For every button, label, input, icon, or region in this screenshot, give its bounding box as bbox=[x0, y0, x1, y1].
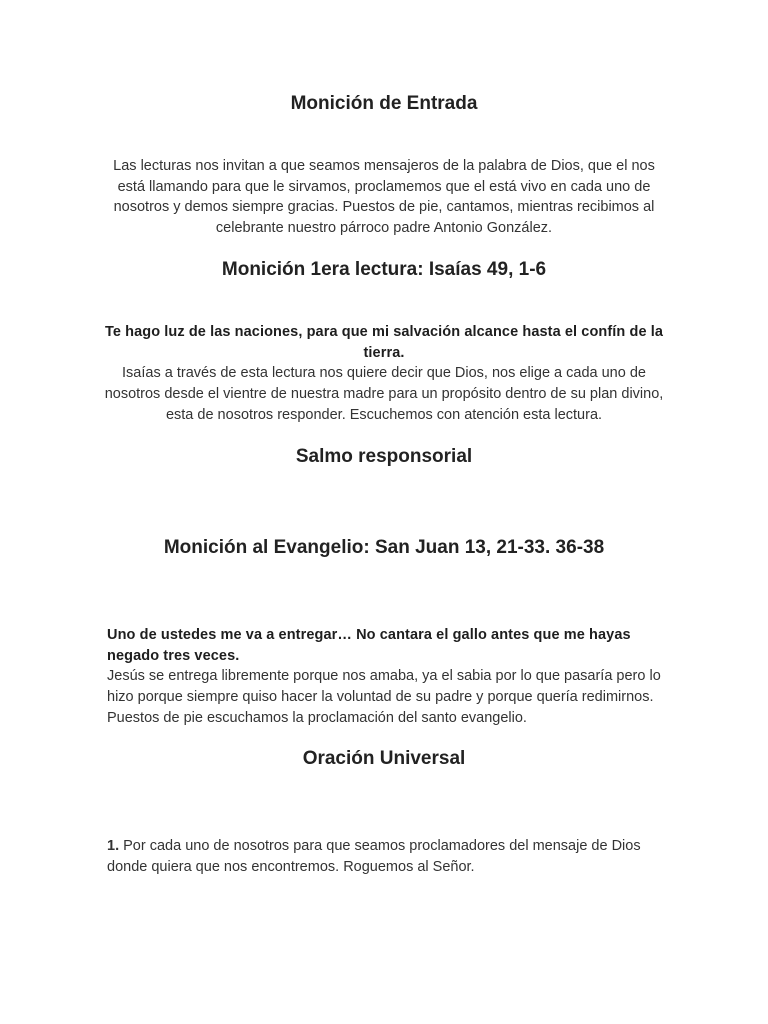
primera-lectura-text: Isaías a través de esta lectura nos quiere decir que Dios, nos elige a cada uno de nosotros desde el vientre de nuestra madre para un propósito dentro de su plan divino, esta de nosotros responder. Escuchemos con atención esta lectura. bbox=[104, 365, 664, 423]
heading-primera-lectura: Monición 1era lectura: Isaías 49, 1-6 bbox=[221, 259, 547, 280]
oracion-item-text: Por cada uno de nosotros para que seamos proclamadores del mensaje de Dios donde quiera que nos encontremos. Roguemos al Señor. bbox=[107, 838, 641, 875]
evangelio-text: Jesús se entrega libremente porque nos amaba, ya el sabia por lo que pasaría pero lo hizo porque siempre quiso hacer la voluntad de su padre y porque quería redimirnos. Puestos de pie escuchamos la proclamación del santo evangelio. bbox=[107, 668, 661, 726]
oracion-item-1 bbox=[107, 836, 667, 877]
primera-lectura-block bbox=[104, 322, 664, 426]
heading-oracion-universal: Oración Universal bbox=[302, 748, 466, 769]
evangelio-block bbox=[107, 625, 667, 729]
primera-lectura-quote: Te hago luz de las naciones, para que mi salvación alcance hasta el confín de la tierra. bbox=[104, 324, 664, 361]
heading-monicion-entrada: Monición de Entrada bbox=[290, 93, 478, 114]
oracion-item-number: 1. bbox=[107, 838, 120, 854]
heading-evangelio: Monición al Evangelio: San Juan 13, 21-33. 36-38 bbox=[163, 537, 605, 558]
heading-salmo-responsorial: Salmo responsorial bbox=[295, 446, 473, 467]
evangelio-quote: Uno de ustedes me va a entregar… No cantara el gallo antes que me hayas negado tres veces. bbox=[107, 627, 631, 664]
paragraph-monicion-entrada: Las lecturas nos invitan a que seamos mensajeros de la palabra de Dios, que el nos está llamando para que le sirvamos, proclamemos que el está vivo en cada uno de nosotros y demos siempre gracias. Puestos de pie, cantamos, mientras recibimos al celebrante nuestro párroco padre Antonio González. bbox=[113, 158, 655, 237]
